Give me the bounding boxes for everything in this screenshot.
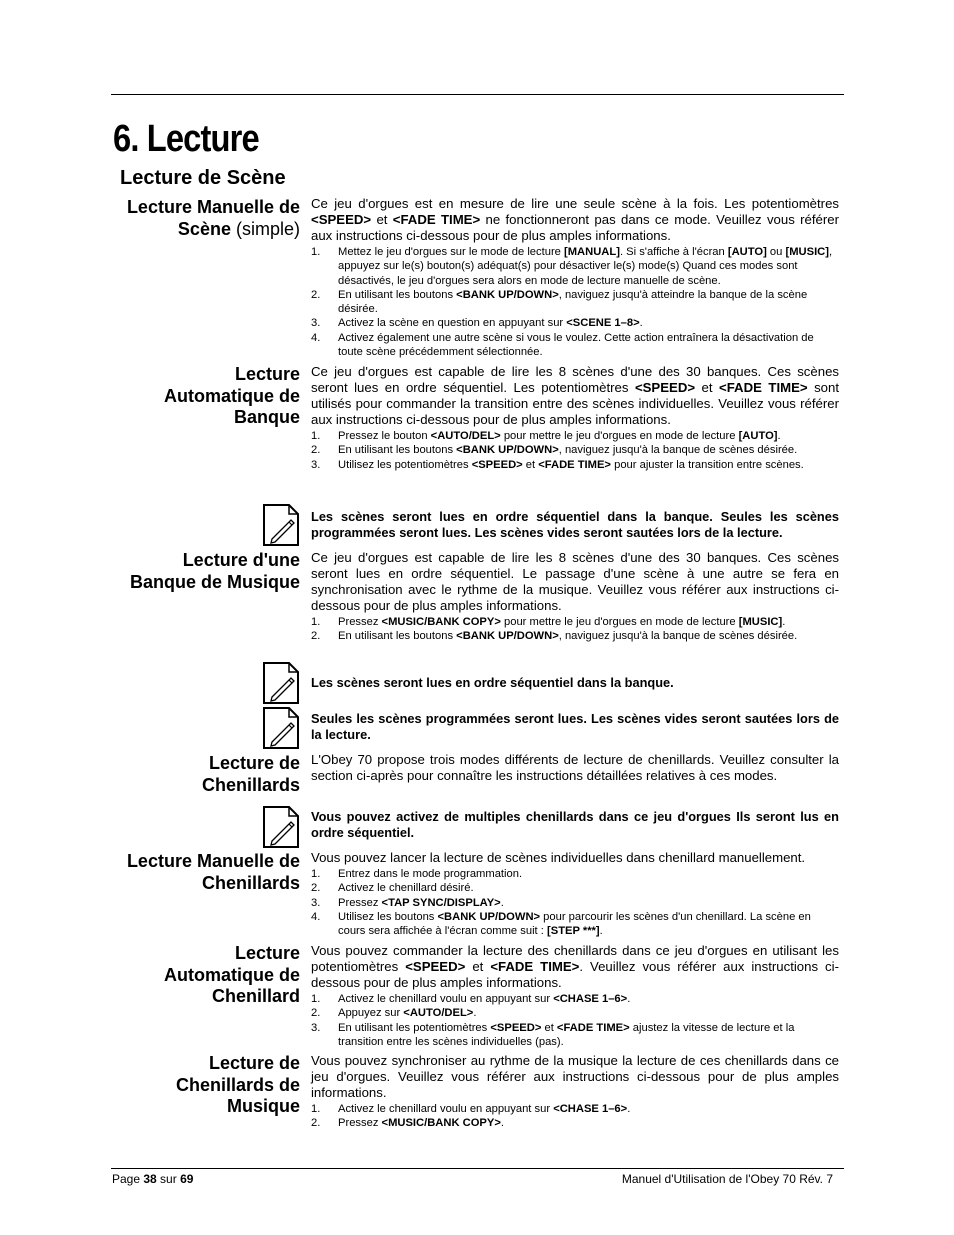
chase-paragraph: L'Obey 70 propose trois modes différents de lecture de chenillards. Veuillez consulter la section ci-après pour connaître les instructions détaillées relatives à ces modes. bbox=[311, 752, 839, 783]
footer-rule bbox=[111, 1168, 844, 1169]
footer-page-number: Page 38 sur 69 bbox=[112, 1172, 194, 1186]
chase-music-steps bbox=[311, 1102, 839, 1131]
note-pencil-icon bbox=[262, 662, 300, 704]
scene-manual-paragraph: Ce jeu d'orgues est en mesure de lire une seule scène à la fois. Les potentiomètres <SPEED> et <FADE TIME> ne fonctionneront pas dans ce mode. Veuillez vous référer aux instructions ci-dessous pour de plus amples informations. bbox=[311, 196, 839, 243]
list-item: 2. En utilisant les boutons <BANK UP/DOWN>, naviguez jusqu'à la banque de scènes désirée. bbox=[311, 444, 798, 457]
heading-scene-manual: Lecture Manuelle de Scène (simple) bbox=[126, 197, 300, 239]
chase-music-paragraph: Vous pouvez synchroniser au rythme de la musique la lecture de ces chenillards dans ce jeu d'orgues. Veuillez vous référer aux instructions ci-dessous pour de plus amples informations. bbox=[311, 1053, 839, 1100]
note-pencil-icon bbox=[262, 504, 300, 546]
list-item: 3. Pressez <TAP SYNC/DISPLAY>. bbox=[311, 896, 504, 909]
bank-music-note-1: Les scènes seront lues en ordre séquentiel dans la banque. bbox=[311, 675, 674, 690]
bank-music-paragraph: Ce jeu d'orgues est capable de lire les 8 scènes d'une des 30 banques. Ces scènes seront lues en ordre séquentiel. Le passage d'une scène à une autre se fera en synchronisation avec le rythme de la musique. Veuillez vous référer aux instructions ci-dessous pour de plus amples informations. bbox=[311, 550, 839, 613]
list-item: 3. En utilisant les potentiomètres <SPEED> et <FADE TIME> ajustez la vitesse de lecture et la transition entre les scènes individuelles (pas). bbox=[311, 1021, 795, 1048]
heading-bank-auto: Lecture Automatique de Banque bbox=[163, 364, 300, 427]
header-rule bbox=[111, 94, 844, 95]
list-item: 4. Activez également une autre scène si vous le voulez. Cette action entraînera la désactivation de toute scène précédemment sélectionnée. bbox=[311, 331, 814, 359]
list-item: 4. Utilisez les boutons <BANK UP/DOWN> pour parcourir les scènes d'un chenillard. La scène en cours sera affichée à l'écran comme suit : [STEP ***]. bbox=[311, 910, 811, 938]
list-item: 1. Mettez le jeu d'orgues sur le mode de lecture [MANUAL]. Si s'affiche à l'écran [AUTO] ou [MUSIC], appuyez sur le(s) bouton(s) adéquat(s) pour désactiver le(s) mode(s) Quand ces modes sont désactivés, le jeu d'orgues sera alors en mode de lecture manuelle de scène. bbox=[311, 246, 833, 287]
chase-auto-paragraph: Vous pouvez commander la lecture des chenillards dans ce jeu d'orgues en utilisant les potentiomètres <SPEED> et <FADE TIME>. Veuillez vous référer aux instructions ci-dessous pour de plus amples informations. bbox=[311, 943, 839, 990]
list-item: 1. Activez le chenillard voulu en appuyant sur <CHASE 1–6>. bbox=[311, 993, 631, 1005]
heading-chase-manual: Lecture Manuelle de Chenillards bbox=[126, 851, 300, 893]
list-item: 2. Activez le chenillard désiré. bbox=[311, 882, 474, 895]
chase-auto-steps bbox=[311, 992, 839, 1049]
section-title: Lecture de Scène bbox=[120, 167, 286, 189]
list-item: 1. Pressez le bouton <AUTO/DEL> pour mettre le jeu d'orgues en mode de lecture [AUTO]. bbox=[311, 430, 781, 442]
heading-chase: Lecture de Chenillards bbox=[201, 753, 300, 795]
bank-auto-paragraph: Ce jeu d'orgues est capable de lire les 8 scènes d'une des 30 banques. Ces scènes seront lues en ordre séquentiel. Les potentiomètres <SPEED> et <FADE TIME> sont utilisés pour commander la transition entre des scènes individuelles. Veuillez vous référer aux instructions ci-dessous pour de plus amples informations. bbox=[311, 364, 839, 427]
footer-manual-title: Manuel d'Utilisation de l'Obey 70 Rév. 7 bbox=[621, 1172, 833, 1186]
chase-manual-paragraph: Vous pouvez lancer la lecture de scènes individuelles dans chenillard manuellement. bbox=[311, 850, 806, 865]
bank-music-steps bbox=[311, 615, 839, 644]
list-item: 2. Pressez <MUSIC/BANK COPY>. bbox=[311, 1117, 504, 1130]
list-item: 2. En utilisant les boutons <BANK UP/DOWN>, naviguez jusqu'à atteindre la banque de la scène désirée. bbox=[311, 288, 808, 316]
list-item: 3. Activez la scène en question en appuyant sur <SCENE 1–8>. bbox=[311, 317, 643, 330]
bank-auto-steps bbox=[311, 429, 839, 472]
note-pencil-icon bbox=[262, 707, 300, 749]
list-item: 1. Entrez dans le mode programmation. bbox=[311, 868, 523, 880]
heading-chase-music: Lecture de Chenillards de Musique bbox=[175, 1053, 300, 1116]
chapter-title: 6. Lecture bbox=[113, 118, 259, 160]
chase-note: Vous pouvez activez de multiples chenillards dans ce jeu d'orgues Ils seront lus en ordre séquentiel. bbox=[311, 809, 839, 840]
chase-manual-steps bbox=[311, 867, 839, 938]
note-pencil-icon bbox=[262, 806, 300, 848]
list-item: 2. En utilisant les boutons <BANK UP/DOWN>, naviguez jusqu'à la banque de scènes désirée. bbox=[311, 630, 798, 643]
heading-chase-auto: Lecture Automatique de Chenillard bbox=[163, 943, 300, 1006]
bank-auto-note: Les scènes seront lues en ordre séquentiel dans la banque. Seules les scènes programmées seront lues. Les scènes vides seront sautées lors de la lecture. bbox=[311, 509, 839, 540]
list-item: 1. Activez le chenillard voulu en appuyant sur <CHASE 1–6>. bbox=[311, 1103, 631, 1115]
heading-bank-music: Lecture d'une Banque de Musique bbox=[129, 550, 300, 592]
bank-music-note-2: Seules les scènes programmées seront lues. Les scènes vides seront sautées lors de la lecture. bbox=[311, 711, 839, 742]
scene-manual-steps bbox=[311, 245, 839, 359]
list-item: 1. Pressez <MUSIC/BANK COPY> pour mettre le jeu d'orgues en mode de lecture [MUSIC]. bbox=[311, 616, 786, 628]
list-item: 2. Appuyez sur <AUTO/DEL>. bbox=[311, 1007, 477, 1020]
list-item: 3. Utilisez les potentiomètres <SPEED> et <FADE TIME> pour ajuster la transition entre scènes. bbox=[311, 458, 804, 471]
